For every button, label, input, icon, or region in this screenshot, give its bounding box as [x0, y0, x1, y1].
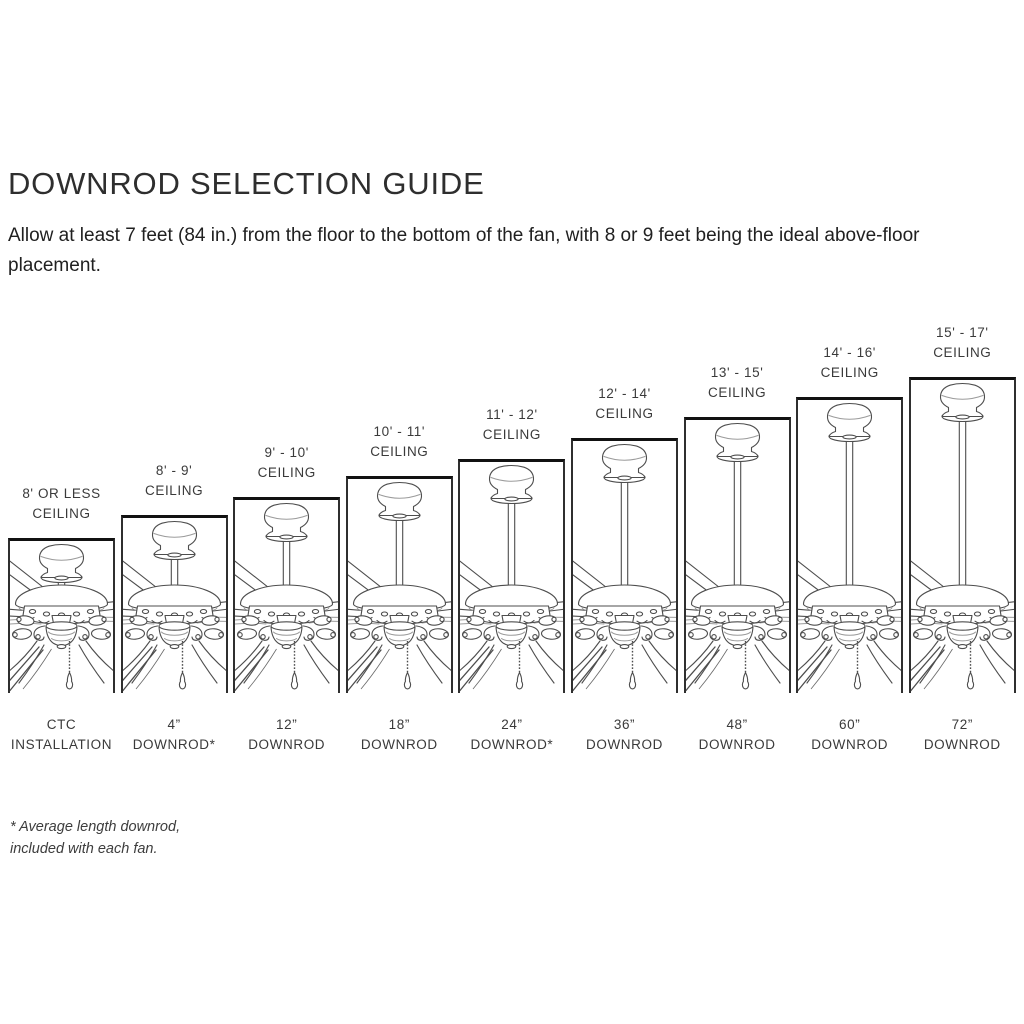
fan-box — [233, 497, 340, 693]
canopy-mount — [940, 384, 984, 422]
downrod-size-line2: INSTALLATION — [10, 737, 113, 752]
canopy-mount — [603, 445, 647, 483]
ceiling-height-line2: CEILING — [257, 465, 316, 480]
footnote-line1: * Average length downrod, — [10, 819, 181, 835]
ceiling-height-line2: CEILING — [482, 427, 541, 442]
ceiling-height-line2: CEILING — [32, 506, 91, 521]
ceiling-height-line2: CEILING — [820, 365, 879, 380]
ceiling-height-line2: CEILING — [933, 345, 992, 360]
downrod-size-line2: DOWNROD — [923, 737, 1001, 752]
downrod-size-line1: 4” — [167, 717, 181, 732]
canopy-mount — [828, 404, 872, 442]
downrod-size-line2: DOWNROD* — [132, 737, 216, 752]
pull-chain-fob — [179, 673, 185, 689]
canopy-mount — [40, 545, 84, 583]
downrod-size-line2: DOWNROD — [811, 737, 889, 752]
downrod-size-line2: DOWNROD — [698, 737, 776, 752]
ceiling-fan-illustration — [796, 397, 903, 693]
fan-box — [458, 459, 565, 693]
ceiling-height-line1: 10' - 11' — [373, 424, 426, 439]
downrod — [959, 417, 965, 590]
downrod-size-line1: 72” — [951, 717, 973, 732]
downrod-size-line1: 18” — [388, 717, 410, 732]
pull-chain-fob — [66, 673, 72, 689]
downrod — [396, 516, 402, 590]
ceiling-fan-illustration — [909, 377, 1016, 693]
ceiling-height-line1: 8' - 9' — [155, 463, 193, 478]
ceiling-fan-illustration — [233, 497, 340, 693]
fan-box — [571, 438, 678, 693]
canopy-mount — [715, 424, 759, 462]
downrod — [621, 478, 627, 590]
fan-box — [346, 476, 453, 693]
downrod-size-line1: 24” — [501, 717, 523, 732]
downrod — [283, 537, 289, 590]
pull-chain-fob — [404, 673, 410, 689]
pull-chain-fob — [517, 673, 523, 689]
ceiling-height-line1: 9' - 10' — [264, 445, 309, 460]
intro-text: Allow at least 7 feet (84 in.) from the floor to the bottom of the fan, with 8 or 9 feet being the ideal above-floor placement. — [8, 225, 920, 276]
ceiling-height-line1: 14' - 16' — [823, 345, 876, 360]
downrod-size-line2: DOWNROD — [248, 737, 326, 752]
ceiling-height-line1: 15' - 17' — [936, 325, 989, 340]
downrod-size-line1: 48” — [726, 717, 748, 732]
fan-box — [796, 397, 903, 693]
downrod-size-line2: DOWNROD* — [470, 737, 554, 752]
pull-chain-fob — [742, 673, 748, 689]
pull-chain-fob — [855, 673, 861, 689]
ceiling-height-line1: 13' - 15' — [710, 365, 764, 380]
ceiling-fan-illustration — [121, 515, 228, 693]
fan-box — [8, 538, 115, 693]
ceiling-fan-illustration — [346, 476, 453, 693]
downrod-size-line1: 60” — [839, 717, 861, 732]
fan-box — [909, 377, 1016, 693]
footnote-line2: included with each fan. — [10, 841, 158, 857]
downrod-size-line1: 12” — [276, 717, 298, 732]
ceiling-height-line2: CEILING — [707, 385, 767, 400]
pull-chain-fob — [629, 673, 635, 689]
downrod-size-line2: DOWNROD — [360, 737, 438, 752]
ceiling-height-line2: CEILING — [370, 444, 429, 459]
canopy-mount — [490, 466, 534, 504]
downrod — [734, 457, 740, 590]
ceiling-fan-illustration — [458, 459, 565, 693]
downrod-size-line1: 36” — [613, 717, 636, 732]
fan-box — [121, 515, 228, 693]
ceiling-fan-illustration — [571, 438, 678, 693]
ceiling-height-line1: 12' - 14' — [598, 386, 651, 401]
downrod — [846, 437, 852, 590]
ceiling-height-line1: 8' OR LESS — [22, 486, 101, 501]
pull-chain-fob — [292, 673, 298, 689]
ceiling-fan-illustration — [684, 417, 791, 693]
fan-box — [684, 417, 791, 693]
ceiling-height-line2: CEILING — [595, 406, 654, 421]
downrod-size-label — [887, 715, 1024, 755]
page-title: DOWNROD SELECTION GUIDE — [8, 166, 485, 201]
footnote — [10, 816, 180, 860]
ceiling-height-line2: CEILING — [144, 483, 204, 498]
canopy-mount — [265, 504, 309, 542]
ceiling-height-line1: 11' - 12' — [486, 407, 538, 422]
pull-chain-fob — [967, 673, 973, 689]
downrod-size-line2: DOWNROD — [586, 737, 663, 752]
downrod — [509, 499, 515, 590]
ceiling-fan-illustration — [8, 538, 115, 693]
canopy-mount — [377, 483, 421, 521]
downrod-size-line1: CTC — [46, 717, 77, 732]
canopy-mount — [152, 522, 196, 560]
ceiling-height-label — [887, 323, 1024, 363]
